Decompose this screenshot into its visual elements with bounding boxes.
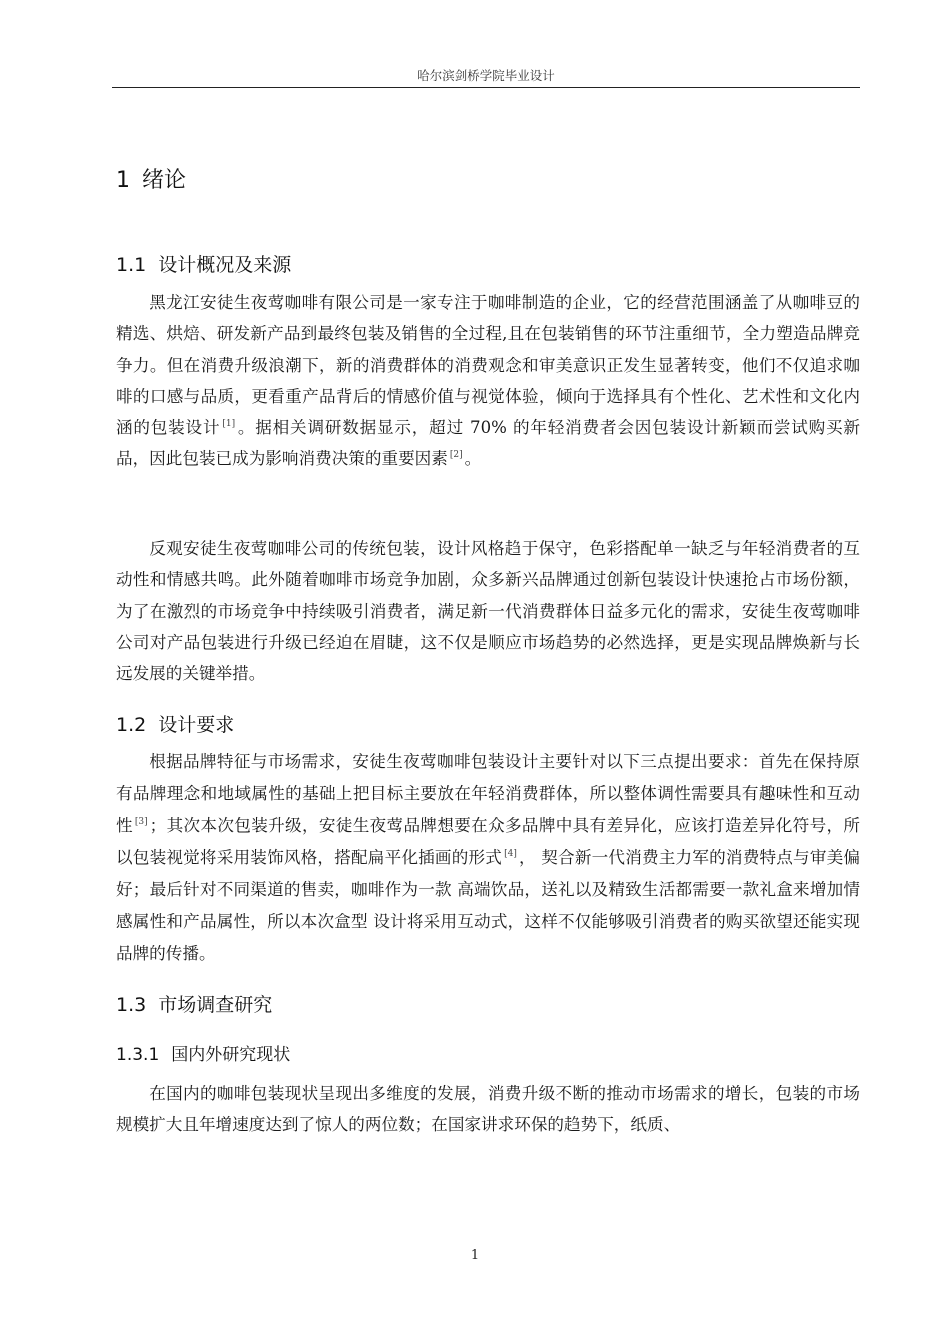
paragraph-text: 。 xyxy=(464,449,482,469)
subsection-title: 国内外研究现状 xyxy=(171,1045,291,1065)
section-title: 设计要求 xyxy=(158,714,235,736)
paragraph-text: ， 契合新一代消费主力军的消费特点与审美偏好；最后针对不同渠道的售卖，咖啡作为一款 高端饮品，送礼以及精致生活都需要一款礼盒来增加情感属性和产品属性，所以本次盒型 设计将采用互动式，这样不仅能够吸引消费者的购买欲望还能实现品牌的传播。 xyxy=(116,848,861,963)
section-heading-1-2 xyxy=(116,710,234,737)
section-heading-1-3 xyxy=(116,990,272,1017)
chapter-heading xyxy=(116,163,186,194)
chapter-title: 绪论 xyxy=(142,168,187,193)
paragraph-1-1-b: 反观安徒生夜莺咖啡公司的传统包装，设计风格趋于保守，色彩搭配单一缺乏与年轻消费者的互动性和情感共鸣。此外随着咖啡市场竞争加剧，众多新兴品牌通过创新包装设计快速抢占市场份额，为了在激烈的市场竞争中持续吸引消费者，满足新一代消费群体日益多元化的需求，安徒生夜莺咖啡公司对产品包装进行升级已经迫在眉睫，这不仅是顺应市场趋势的必然选择，更是实现品牌焕新与长远发展的关键举措。 xyxy=(116,539,860,684)
section-number: 1.3 xyxy=(116,994,147,1016)
header-rule xyxy=(112,87,860,88)
subsection-number: 1.3.1 xyxy=(116,1045,160,1065)
section-title: 市场调查研究 xyxy=(158,994,273,1016)
paragraph-1-2 xyxy=(116,746,860,970)
chapter-number: 1 xyxy=(116,168,130,193)
page-number: 1 xyxy=(470,1248,480,1263)
section-title: 设计概况及来源 xyxy=(158,254,292,276)
paragraph-text: 黑龙江安徒生夜莺咖啡有限公司是一家专注于咖啡制造的企业，它的经营范围涵盖了从咖啡豆的精选、烘焙、研发新产品到最终包装及销售的全过程,且在包装销售的环节注重细节，全力塑造品牌竞争力。但在消费升级浪潮下，新的消费群体的消费观念和审美意识正发生显著转变，他们不仅追求咖啡的口感与品质，更看重产品背后的情感价值与视觉体验，倾向于选择具有个性化、艺术性和文化内涵的包装设计 xyxy=(116,293,860,438)
paragraph-text: 根据品牌特征与市场需求，安徒生夜莺咖啡包装设计主要针对以下三点提出要求：首先在保持原有品牌理念和地域属性的基础上把目标主要放在年轻消费群体，所以整体调性需要具有趣味性和互动性 xyxy=(116,752,860,835)
paragraph-1-3-1: 在国内的咖啡包装现状呈现出多维度的发展，消费升级不断的推动市场需求的增长，包装的市场规模扩大且年增速度达到了惊人的两位数；在国家讲求环保的趋势下，纸质、 xyxy=(116,1084,860,1135)
subsection-heading-1-3-1 xyxy=(116,1040,290,1065)
section-number: 1.2 xyxy=(116,714,147,736)
paragraph-text: 。据相关调研数据显示，超过 70% 的年轻消费者会因包装设计新颖而尝试购买新品，因此包装已成为影响消费决策的重要因素 xyxy=(116,418,860,469)
section-number: 1.1 xyxy=(116,254,147,276)
paragraph-1-1-a xyxy=(116,287,860,475)
section-heading-1-1 xyxy=(116,250,291,277)
citation-ref: [1] xyxy=(222,419,236,430)
paragraph-text: ；其次本次包装升级，安徒生夜莺品牌想要在众多品牌中具有差异化，应该打造差异化符号，所以包装视觉将采用装饰风格，搭配扁平化插画的形式 xyxy=(116,816,860,867)
running-header: 哈尔滨剑桥学院毕业设计 xyxy=(417,68,555,83)
citation-ref: [3] xyxy=(134,817,148,827)
citation-ref: [2] xyxy=(449,450,463,461)
citation-ref: [4] xyxy=(504,849,517,859)
